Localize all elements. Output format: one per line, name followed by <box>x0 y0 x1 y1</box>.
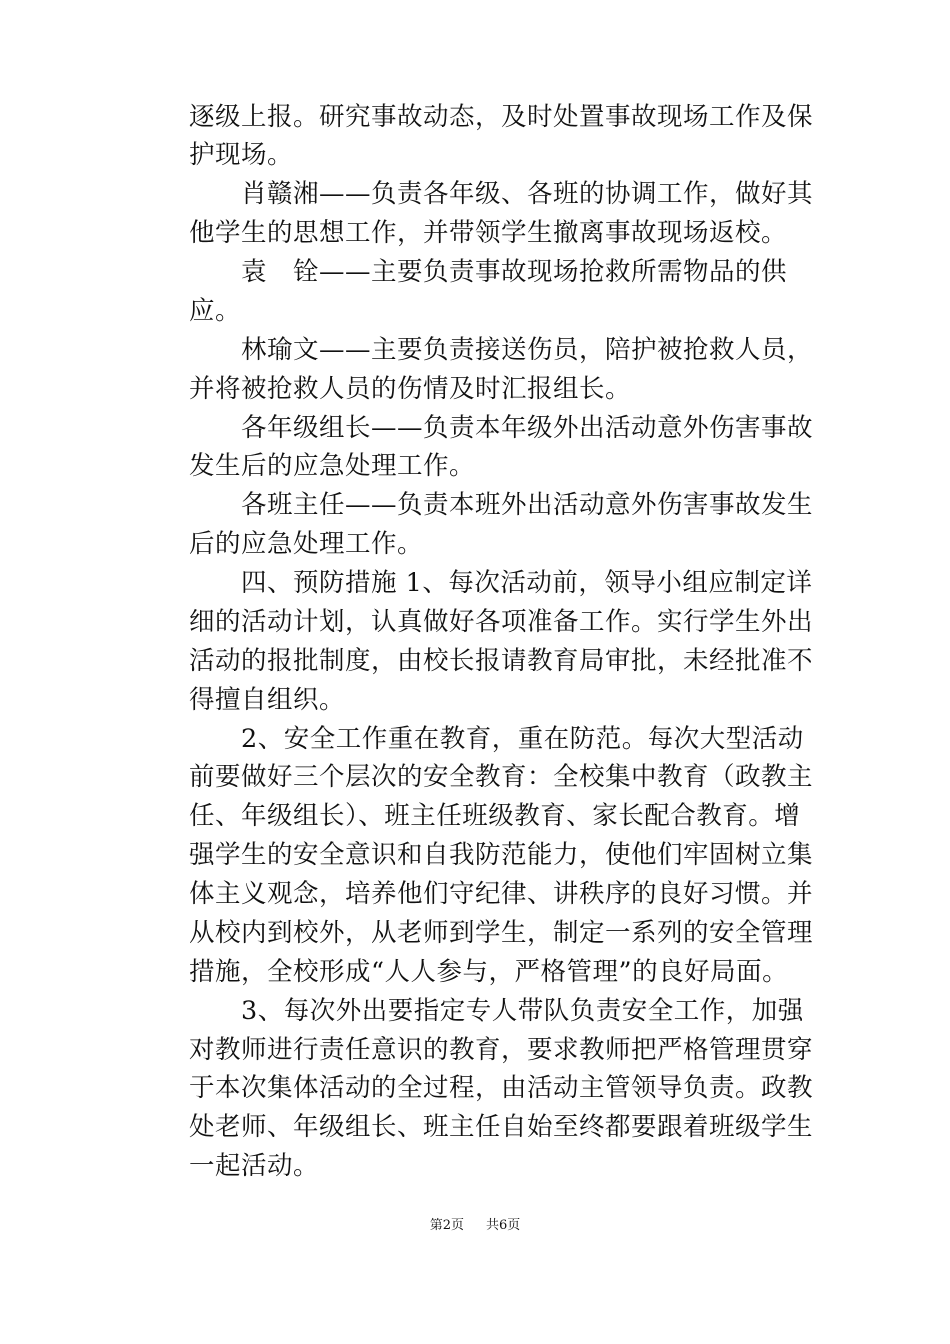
text-line: 从校内到校外，从老师到学生，制定一系列的安全管理 <box>189 918 814 948</box>
text-line: 护现场。 <box>189 140 294 170</box>
text-line: 逐级上报。研究事故动态，及时处置事故现场工作及保 <box>189 102 814 132</box>
page-number: 第2页 <box>429 1218 464 1233</box>
text-line: 四、预防措施 1、每次活动前，领导小组应制定详 <box>241 568 813 598</box>
text-line: 细的活动计划，认真做好各项准备工作。实行学生外出 <box>189 607 814 637</box>
text-line: 体主义观念，培养他们守纪律、讲秩序的良好习惯。并 <box>189 879 814 909</box>
text-line: 并将被抢救人员的伤情及时汇报组长。 <box>189 374 632 404</box>
text-line: 各年级组长——负责本年级外出活动意外伤害事故 <box>241 413 814 443</box>
text-line: 发生后的应急处理工作。 <box>189 451 476 481</box>
text-line: 林瑜文——主要负责接送伤员，陪护被抢救人员， <box>241 335 814 365</box>
text-line: 前要做好三个层次的安全教育：全校集中教育（政教主 <box>189 762 814 792</box>
text-line: 袁 铨——主要负责事故现场抢救所需物品的供 <box>241 257 788 287</box>
text-line: 应。 <box>189 296 242 326</box>
text-line: 于本次集体活动的全过程，由活动主管领导负责。政教 <box>189 1073 814 1103</box>
text-line: 肖赣湘——负责各年级、各班的协调工作，做好其 <box>241 179 814 209</box>
page-footer <box>0 1216 950 1236</box>
text-line: 任、年级组长）、班主任班级教育、家长配合教育。增 <box>189 801 801 831</box>
text-line: 后的应急处理工作。 <box>189 529 424 559</box>
text-line: 处老师、年级组长、班主任自始至终都要跟着班级学生 <box>189 1112 814 1142</box>
text-line: 一起活动。 <box>189 1151 320 1181</box>
text-line: 各班主任——负责本班外出活动意外伤害事故发生 <box>241 490 814 520</box>
text-line: 2、安全工作重在教育，重在防范。每次大型活动 <box>241 724 804 754</box>
text-line: 活动的报批制度，由校长报请教育局审批，未经批准不 <box>189 646 814 676</box>
text-line: 得擅自组织。 <box>189 685 346 715</box>
text-line: 强学生的安全意识和自我防范能力，使他们牢固树立集 <box>189 840 814 870</box>
text-line: 3、每次外出要指定专人带队负责安全工作，加强 <box>241 996 804 1026</box>
text-line: 措施，全校形成“人人参与，严格管理”的良好局面。 <box>189 957 789 987</box>
text-line: 对教师进行责任意识的教育，要求教师把严格管理贯穿 <box>189 1035 814 1065</box>
page-total: 共6页 <box>486 1218 521 1233</box>
text-line: 他学生的思想工作，并带领学生撤离事故现场返校。 <box>189 218 788 248</box>
